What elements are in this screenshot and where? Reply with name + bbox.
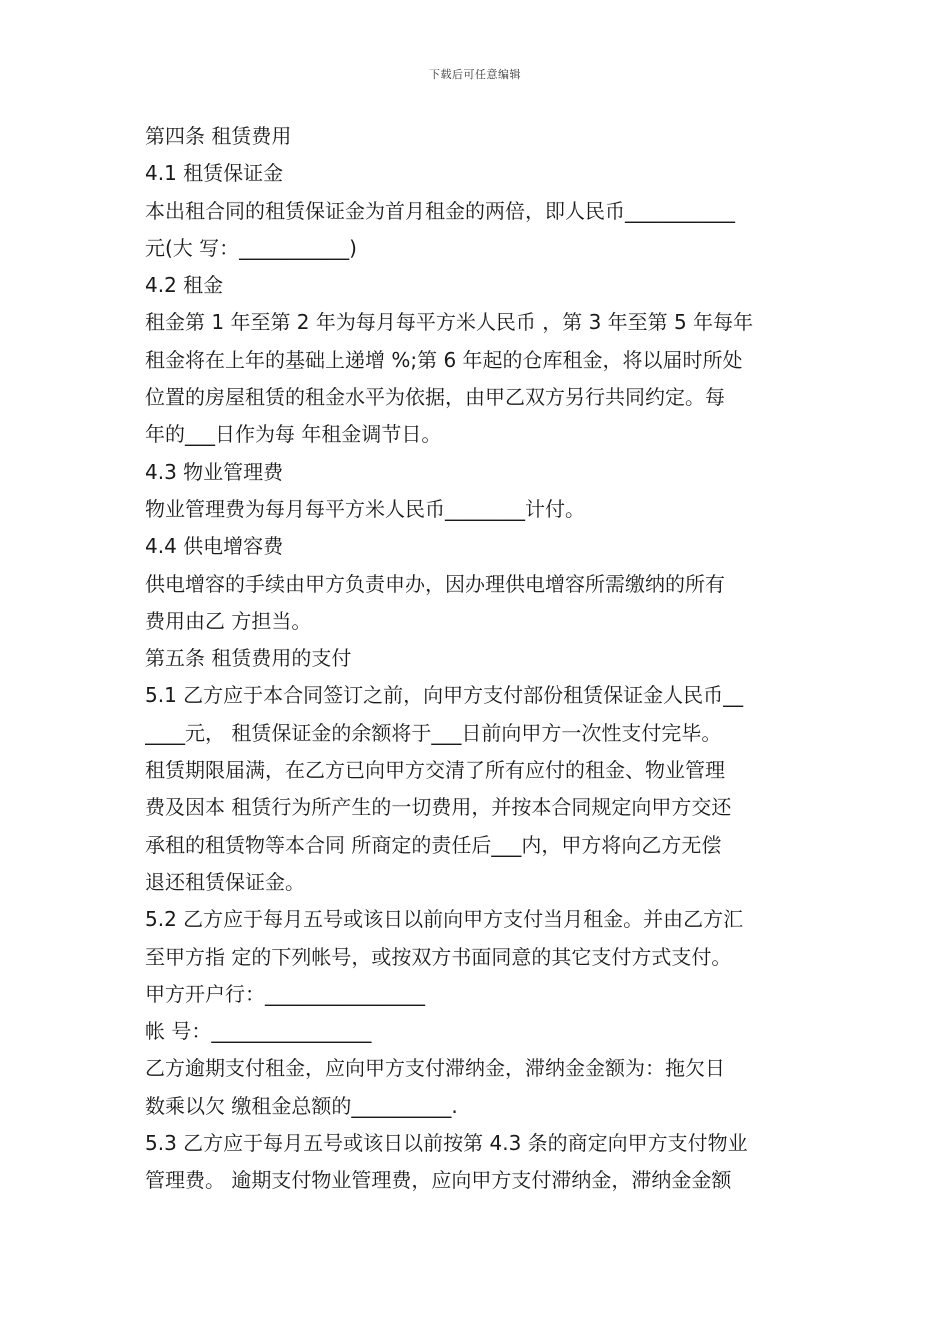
text-line: 元(大 写：___________) [145,235,357,260]
text-line: 数乘以欠 缴租金总额的__________. [145,1093,458,1118]
clause-heading-4-2: 4.2 租金 [145,273,224,298]
section-heading-5: 第五条 租赁费用的支付 [145,646,352,671]
text-line: 位置的房屋租赁的租金水平为依据，由甲乙双方另行共同约定。每 [145,385,725,410]
text-line: 年的___日作为每 年租金调节日。 [145,422,442,447]
text-line: 租金将在上年的基础上递增 %;第 6 年起的仓库租金，将以届时所处 [145,347,743,372]
text-line: 费及因本 租赁行为所产生的一切费用，并按本合同规定向甲方交还 [145,795,732,820]
text-line: 至甲方指 定的下列帐号，或按双方书面同意的其它支付方式支付。 [145,944,732,969]
text-line: 本出租合同的租赁保证金为首月租金的两倍，即人民币___________ [145,198,735,223]
text-line: 乙方逾期支付租金，应向甲方支付滞纳金，滞纳金金额为：拖欠日 [145,1056,725,1081]
text-line: 5.2 乙方应于每月五号或该日以前向甲方支付当月租金。并由乙方汇 [145,907,744,932]
text-line: 5.3 乙方应于每月五号或该日以前按第 4.3 条的商定向甲方支付物业 [145,1131,748,1156]
bank-field-line: 甲方开户行：________________ [145,981,425,1006]
document-body [145,118,810,1200]
section-heading-4: 第四条 租赁费用 [145,124,292,148]
clause-heading-4-3: 4.3 物业管理费 [145,459,284,484]
text-line: 费用由乙 方担当。 [145,608,312,633]
text-line: 供电增容的手续由甲方负责申办，因办理供电增容所需缴纳的所有 [145,571,725,596]
text-line: 5.1 乙方应于本合同签订之前，向甲方支付部份租赁保证金人民币__ [145,683,744,708]
text-line: ____元， 租赁保证金的余额将于___日前向甲方一次性支付完毕。 [145,720,722,745]
clause-heading-4-1: 4.1 租赁保证金 [145,161,284,186]
text-line: 租赁期限届满，在乙方已向甲方交清了所有应付的租金、物业管理 [145,758,725,783]
clause-heading-4-4: 4.4 供电增容费 [145,534,284,559]
text-line: 租金第 1 年至第 2 年为每月每平方米人民币 ，第 3 年至第 5 年每年 [145,310,754,335]
account-field-line: 帐 号：________________ [145,1019,372,1044]
page-header: 下载后可任意编辑 [429,68,521,81]
text-line: 退还租赁保证金。 [145,869,305,894]
text-line: 管理费。 逾期支付物业管理费，应向甲方支付滞纳金，滞纳金金额 [145,1168,732,1193]
text-line: 物业管理费为每月每平方米人民币________计付。 [145,496,585,521]
text-line: 承租的租赁物等本合同 所商定的责任后___内，甲方将向乙方无偿 [145,832,722,857]
